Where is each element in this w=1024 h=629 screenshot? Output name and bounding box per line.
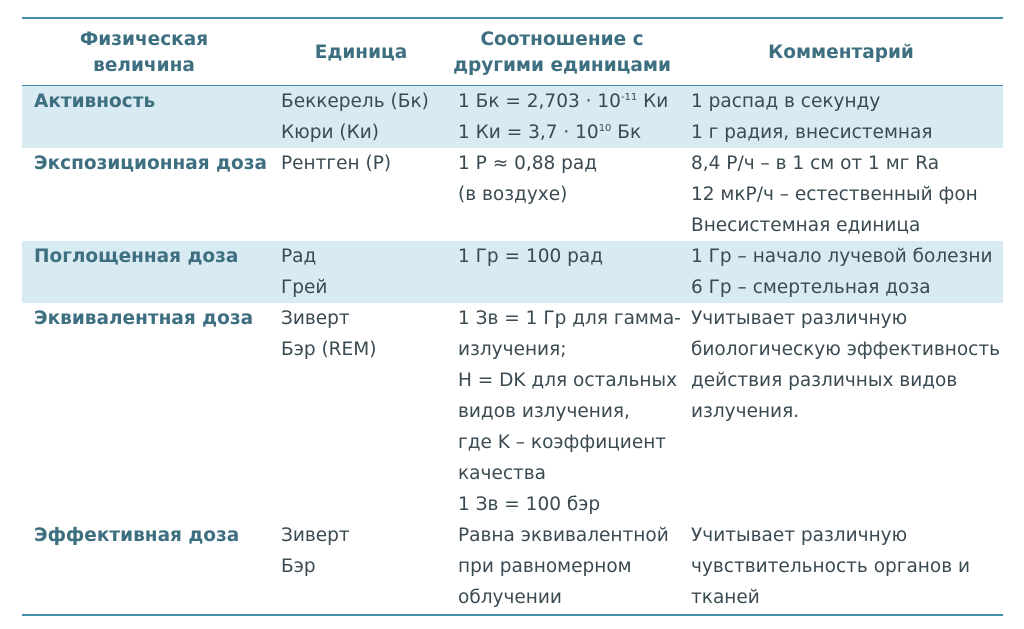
relation-line: видов излучения, [458,401,630,422]
comment-line: действия различных видов [691,370,958,391]
unit-line: Зиверт [281,525,350,546]
comment-line: 6 Гр – смертельная доза [691,277,931,298]
header-quantity-line: величина [93,55,195,76]
comment-cell [691,86,932,148]
relation-text: 1 Бк = 2,703 · 10 [458,91,621,112]
relation-cell [458,303,681,520]
relation-line: 1 Зв = 1 Гр для гамма- [458,308,681,329]
units-table [22,17,1003,616]
relation-cell [458,148,597,210]
header-relation-line: Соотношение с [480,29,644,50]
unit-cell [281,241,327,303]
header-relation-line: другими единицами [453,55,671,76]
header-quantity-line: Физическая [79,29,209,50]
comment-line: излучения. [691,401,800,422]
relation-line: Равна эквивалентной [458,525,669,546]
relation-text: 1 Ки = 3,7 · 10 [458,122,599,143]
comment-line: 1 Гр – начало лучевой болезни [691,246,993,267]
relation-line: H = DK для остальных [458,370,678,391]
unit-line: Рентген (Р) [281,153,392,174]
header-unit: Единица [314,42,408,63]
quantity-cell: Эффективная доза [34,525,240,546]
relation-cell [458,86,668,148]
quantity-cell: Эквивалентная доза [34,308,254,329]
comment-line: 1 г радия, внесистемная [691,122,933,143]
relation-text: Ки [637,91,669,112]
header-comment: Комментарий [768,42,914,63]
relation-line: 1 Гр = 100 рад [458,246,604,267]
relation-line [458,117,668,148]
comment-line: Внесистемная единица [691,215,921,236]
comment-line: 8,4 Р/ч – в 1 см от 1 мг Ra [691,153,940,174]
table-row [22,148,1003,241]
comment-line: 1 распад в секунду [691,91,881,112]
relation-line: 1 Р ≈ 0,88 рад [458,153,598,174]
header-quantity [34,27,254,79]
unit-line: Рад [281,246,317,267]
relation-line: 1 Зв = 100 бэр [458,494,601,515]
comment-line: биологическую эффективность [691,339,1001,360]
quantity-cell: Активность [34,91,156,112]
relation-cell [458,520,669,613]
unit-cell [281,303,376,365]
relation-text: Бк [611,122,642,143]
table-row [22,241,1003,303]
unit-line: Грей [281,277,328,298]
comment-cell [691,241,993,303]
unit-cell [281,520,350,582]
unit-line: Бэр (REM) [281,339,377,360]
exponent: -11 [620,92,638,103]
unit-line: Кюри (Ки) [281,122,379,143]
comment-line: 12 мкР/ч – естественный фон [691,184,978,205]
comment-cell [691,148,978,241]
relation-line [458,86,668,117]
table-row [22,520,1003,614]
comment-line: чувствительность органов и [691,556,971,577]
unit-line: Зиверт [281,308,350,329]
relation-line: излучения; [458,339,567,360]
relation-line: где K – коэффициент [458,432,667,453]
unit-line: Беккерель (Бк) [281,91,429,112]
relation-line: при равномерном [458,556,632,577]
relation-line: (в воздухе) [458,184,568,205]
comment-line: Учитывает различную [691,525,908,546]
relation-cell [458,241,603,272]
unit-line: Бэр [281,556,316,577]
table-row [22,86,1003,148]
unit-cell [281,86,429,148]
relation-line: качества [458,463,547,484]
comment-cell [691,520,970,613]
comment-line: тканей [691,587,760,608]
relation-line: облучении [458,587,562,608]
quantity-cell: Поглощенная доза [34,246,239,267]
table-row [22,303,1003,520]
table-header [22,19,1003,86]
unit-cell [281,148,391,179]
comment-cell [691,303,1000,427]
quantity-cell: Экспозиционная доза [34,153,267,174]
exponent: 10 [598,123,612,134]
comment-line: Учитывает различную [691,308,908,329]
header-relation [442,27,682,79]
